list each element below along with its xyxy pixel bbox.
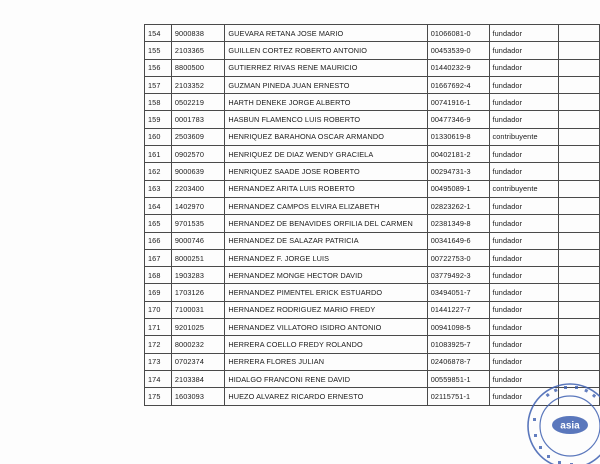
- member-type-cell: fundador: [489, 215, 558, 232]
- empty-cell: [558, 319, 599, 336]
- member-code-cell: 1402970: [171, 197, 224, 214]
- nit-cell: 01083925-7: [427, 336, 489, 353]
- row-number-cell: 168: [145, 267, 172, 284]
- member-name-cell: HERNANDEZ F. JORGE LUIS: [225, 249, 427, 266]
- member-code-cell: 8800500: [171, 59, 224, 76]
- nit-cell: 02381349-8: [427, 215, 489, 232]
- row-number-cell: 157: [145, 76, 172, 93]
- table-row: [145, 25, 600, 42]
- empty-cell: [558, 76, 599, 93]
- nit-cell: 01441227-7: [427, 301, 489, 318]
- nit-cell: 00941098-5: [427, 319, 489, 336]
- member-name-cell: HUEZO ALVAREZ RICARDO ERNESTO: [225, 388, 427, 405]
- table-row: [145, 59, 600, 76]
- nit-cell: 02406878-7: [427, 353, 489, 370]
- member-name-cell: HERNANDEZ MONGE HECTOR DAVID: [225, 267, 427, 284]
- nit-cell: 00402181-2: [427, 146, 489, 163]
- member-code-cell: 0702374: [171, 353, 224, 370]
- row-number-cell: 159: [145, 111, 172, 128]
- empty-cell: [558, 197, 599, 214]
- empty-cell: [558, 249, 599, 266]
- row-number-cell: 161: [145, 146, 172, 163]
- seal-center-text: asia: [560, 420, 580, 432]
- member-code-cell: 0001783: [171, 111, 224, 128]
- association-seal-stamp: [520, 378, 600, 464]
- empty-cell: [558, 284, 599, 301]
- table-row: [145, 146, 600, 163]
- table-row: [145, 163, 600, 180]
- table-row: [145, 42, 600, 59]
- member-code-cell: 9000639: [171, 163, 224, 180]
- nit-cell: 03779492-3: [427, 267, 489, 284]
- member-type-cell: fundador: [489, 94, 558, 111]
- member-type-cell: contribuyente: [489, 180, 558, 197]
- nit-cell: 02115751-1: [427, 388, 489, 405]
- member-name-cell: HERNANDEZ DE SALAZAR PATRICIA: [225, 232, 427, 249]
- member-type-cell: fundador: [489, 232, 558, 249]
- table-row: [145, 267, 600, 284]
- empty-cell: [558, 146, 599, 163]
- member-name-cell: HIDALGO FRANCONI RENE DAVID: [225, 370, 427, 387]
- row-number-cell: 154: [145, 25, 172, 42]
- member-type-cell: fundador: [489, 301, 558, 318]
- member-type-cell: fundador: [489, 146, 558, 163]
- nit-cell: 03494051-7: [427, 284, 489, 301]
- empty-cell: [558, 301, 599, 318]
- member-name-cell: HENRIQUEZ DE DIAZ WENDY GRACIELA: [225, 146, 427, 163]
- member-type-cell: contribuyente: [489, 128, 558, 145]
- table-row: [145, 353, 600, 370]
- member-code-cell: 8000251: [171, 249, 224, 266]
- member-name-cell: HARTH DENEKE JORGE ALBERTO: [225, 94, 427, 111]
- member-name-cell: HERNANDEZ DE BENAVIDES ORFILIA DEL CARMEN: [225, 215, 427, 232]
- table-row: [145, 336, 600, 353]
- nit-cell: 00559851-1: [427, 370, 489, 387]
- nit-cell: 01330619-8: [427, 128, 489, 145]
- row-number-cell: 158: [145, 94, 172, 111]
- member-type-cell: fundador: [489, 197, 558, 214]
- nit-cell: 01440232-9: [427, 59, 489, 76]
- row-number-cell: 172: [145, 336, 172, 353]
- member-code-cell: 2103352: [171, 76, 224, 93]
- empty-cell: [558, 25, 599, 42]
- row-number-cell: 175: [145, 388, 172, 405]
- row-number-cell: 166: [145, 232, 172, 249]
- nit-cell: 00453539-0: [427, 42, 489, 59]
- member-type-cell: fundador: [489, 267, 558, 284]
- table-row: [145, 284, 600, 301]
- member-name-cell: HERNANDEZ RODRIGUEZ MARIO FREDY: [225, 301, 427, 318]
- member-code-cell: 0502219: [171, 94, 224, 111]
- member-name-cell: GUZMAN PINEDA JUAN ERNESTO: [225, 76, 427, 93]
- nit-cell: 00341649-6: [427, 232, 489, 249]
- nit-cell: 00741916-1: [427, 94, 489, 111]
- nit-cell: 01066081-0: [427, 25, 489, 42]
- member-code-cell: 2103384: [171, 370, 224, 387]
- member-table: [144, 24, 600, 406]
- member-type-cell: fundador: [489, 336, 558, 353]
- table-row: [145, 301, 600, 318]
- empty-cell: [558, 128, 599, 145]
- member-type-cell: fundador: [489, 370, 558, 387]
- member-code-cell: 0902570: [171, 146, 224, 163]
- nit-cell: 01667692-4: [427, 76, 489, 93]
- table-row: [145, 319, 600, 336]
- member-name-cell: HASBUN FLAMENCO LUIS ROBERTO: [225, 111, 427, 128]
- row-number-cell: 160: [145, 128, 172, 145]
- empty-cell: [558, 232, 599, 249]
- table-row: [145, 76, 600, 93]
- table-row: [145, 197, 600, 214]
- member-code-cell: 9701535: [171, 215, 224, 232]
- row-number-cell: 155: [145, 42, 172, 59]
- empty-cell: [558, 336, 599, 353]
- member-name-cell: HERNANDEZ ARITA LUIS ROBERTO: [225, 180, 427, 197]
- nit-cell: 00722753-0: [427, 249, 489, 266]
- table-row: [145, 94, 600, 111]
- row-number-cell: 173: [145, 353, 172, 370]
- member-name-cell: GUTIERREZ RIVAS RENE MAURICIO: [225, 59, 427, 76]
- row-number-cell: 169: [145, 284, 172, 301]
- row-number-cell: 163: [145, 180, 172, 197]
- row-number-cell: 171: [145, 319, 172, 336]
- member-name-cell: HENRIQUEZ SAADE JOSE ROBERTO: [225, 163, 427, 180]
- member-type-cell: fundador: [489, 59, 558, 76]
- member-type-cell: fundador: [489, 76, 558, 93]
- row-number-cell: 174: [145, 370, 172, 387]
- table-row: [145, 232, 600, 249]
- table-row: [145, 128, 600, 145]
- row-number-cell: 170: [145, 301, 172, 318]
- member-name-cell: HERNANDEZ VILLATORO ISIDRO ANTONIO: [225, 319, 427, 336]
- member-code-cell: 2503609: [171, 128, 224, 145]
- member-code-cell: 9000746: [171, 232, 224, 249]
- empty-cell: [558, 42, 599, 59]
- member-type-cell: fundador: [489, 163, 558, 180]
- member-code-cell: 9201025: [171, 319, 224, 336]
- member-name-cell: HERRERA FLORES JULIAN: [225, 353, 427, 370]
- member-type-cell: fundador: [489, 111, 558, 128]
- empty-cell: [558, 94, 599, 111]
- member-name-cell: HERRERA COELLO FREDY ROLANDO: [225, 336, 427, 353]
- member-name-cell: GUILLEN CORTEZ ROBERTO ANTONIO: [225, 42, 427, 59]
- row-number-cell: 164: [145, 197, 172, 214]
- member-code-cell: 7100031: [171, 301, 224, 318]
- row-number-cell: 167: [145, 249, 172, 266]
- member-name-cell: HENRIQUEZ BARAHONA OSCAR ARMANDO: [225, 128, 427, 145]
- member-code-cell: 2203400: [171, 180, 224, 197]
- table-row: [145, 180, 600, 197]
- empty-cell: [558, 59, 599, 76]
- member-type-cell: fundador: [489, 388, 558, 405]
- member-type-cell: fundador: [489, 42, 558, 59]
- nit-cell: 00477346-9: [427, 111, 489, 128]
- nit-cell: 00495089-1: [427, 180, 489, 197]
- empty-cell: [558, 353, 599, 370]
- table-row: [145, 249, 600, 266]
- member-code-cell: 1703126: [171, 284, 224, 301]
- member-type-cell: fundador: [489, 353, 558, 370]
- member-name-cell: HERNANDEZ CAMPOS ELVIRA ELIZABETH: [225, 197, 427, 214]
- member-type-cell: fundador: [489, 249, 558, 266]
- table-row: [145, 215, 600, 232]
- member-code-cell: 1603093: [171, 388, 224, 405]
- member-type-cell: fundador: [489, 319, 558, 336]
- empty-cell: [558, 267, 599, 284]
- member-type-cell: fundador: [489, 25, 558, 42]
- member-name-cell: GUEVARA RETANA JOSE MARIO: [225, 25, 427, 42]
- row-number-cell: 162: [145, 163, 172, 180]
- member-type-cell: fundador: [489, 284, 558, 301]
- member-code-cell: 2103365: [171, 42, 224, 59]
- empty-cell: [558, 215, 599, 232]
- row-number-cell: 156: [145, 59, 172, 76]
- member-name-cell: HERNANDEZ PIMENTEL ERICK ESTUARDO: [225, 284, 427, 301]
- member-code-cell: 9000838: [171, 25, 224, 42]
- table-row: [145, 111, 600, 128]
- empty-cell: [558, 163, 599, 180]
- member-code-cell: 8000232: [171, 336, 224, 353]
- row-number-cell: 165: [145, 215, 172, 232]
- empty-cell: [558, 111, 599, 128]
- empty-cell: [558, 180, 599, 197]
- nit-cell: 00294731-3: [427, 163, 489, 180]
- member-code-cell: 1903283: [171, 267, 224, 284]
- nit-cell: 02823262-1: [427, 197, 489, 214]
